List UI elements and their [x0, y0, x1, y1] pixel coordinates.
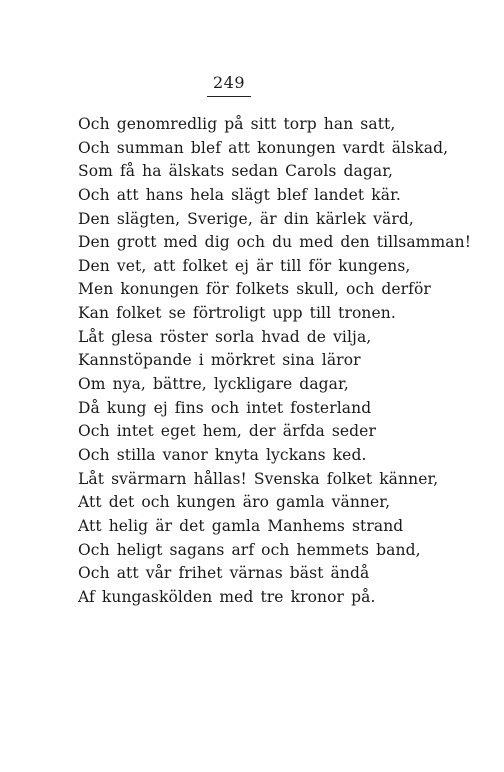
poem-line: Som få ha älskats sedan Carols dagar, — [78, 162, 394, 181]
page-number-rule — [207, 96, 251, 97]
poem-line: Den vet, att folket ej är till för kungens, — [78, 256, 411, 275]
poem-line: Af kungaskölden med tre kronor på. — [78, 587, 376, 606]
poem-line: Och intet eget hem, der ärfda seder — [78, 422, 376, 441]
poem-line: Och heligt sagans arf och hemmets band, — [78, 540, 421, 559]
poem-line: Om nya, bättre, lyckligare dagar, — [78, 375, 349, 394]
poem-line: Att helig är det gamla Manhems strand — [78, 516, 404, 535]
poem-line: Att det och kungen äro gamla vänner, — [78, 493, 391, 512]
poem-line: Den grott med dig och du med den tillsamman! — [78, 233, 472, 252]
poem-line: Men konungen för folkets skull, och derför — [78, 280, 431, 299]
poem-line: Kannstöpande i mörkret sina läror — [78, 351, 361, 370]
poem-line: Låt svärmarn hållas! Svenska folket känner, — [78, 469, 439, 488]
poem-line: Den slägten, Sverige, är din kärlek värd, — [78, 209, 414, 228]
page-number: 249 — [212, 73, 246, 92]
poem-line: Och att hans hela slägt blef landet kär. — [78, 185, 401, 204]
poem-text — [78, 113, 478, 609]
poem-line: Och genomredlig på sitt torp han satt, — [78, 115, 396, 133]
poem-line: Och summan blef att konungen vardt älskad, — [78, 138, 449, 157]
poem-line: Och att vår frihet värnas bäst ändå — [78, 564, 370, 583]
poem-line: Och stilla vanor knyta lyckans ked. — [78, 445, 367, 464]
poem-line: Då kung ej fins och intet fosterland — [78, 398, 372, 417]
poem-line: Kan folket se förtroligt upp till tronen. — [78, 304, 396, 323]
poem-line: Låt glesa röster sorla hvad de vilja, — [78, 327, 372, 346]
